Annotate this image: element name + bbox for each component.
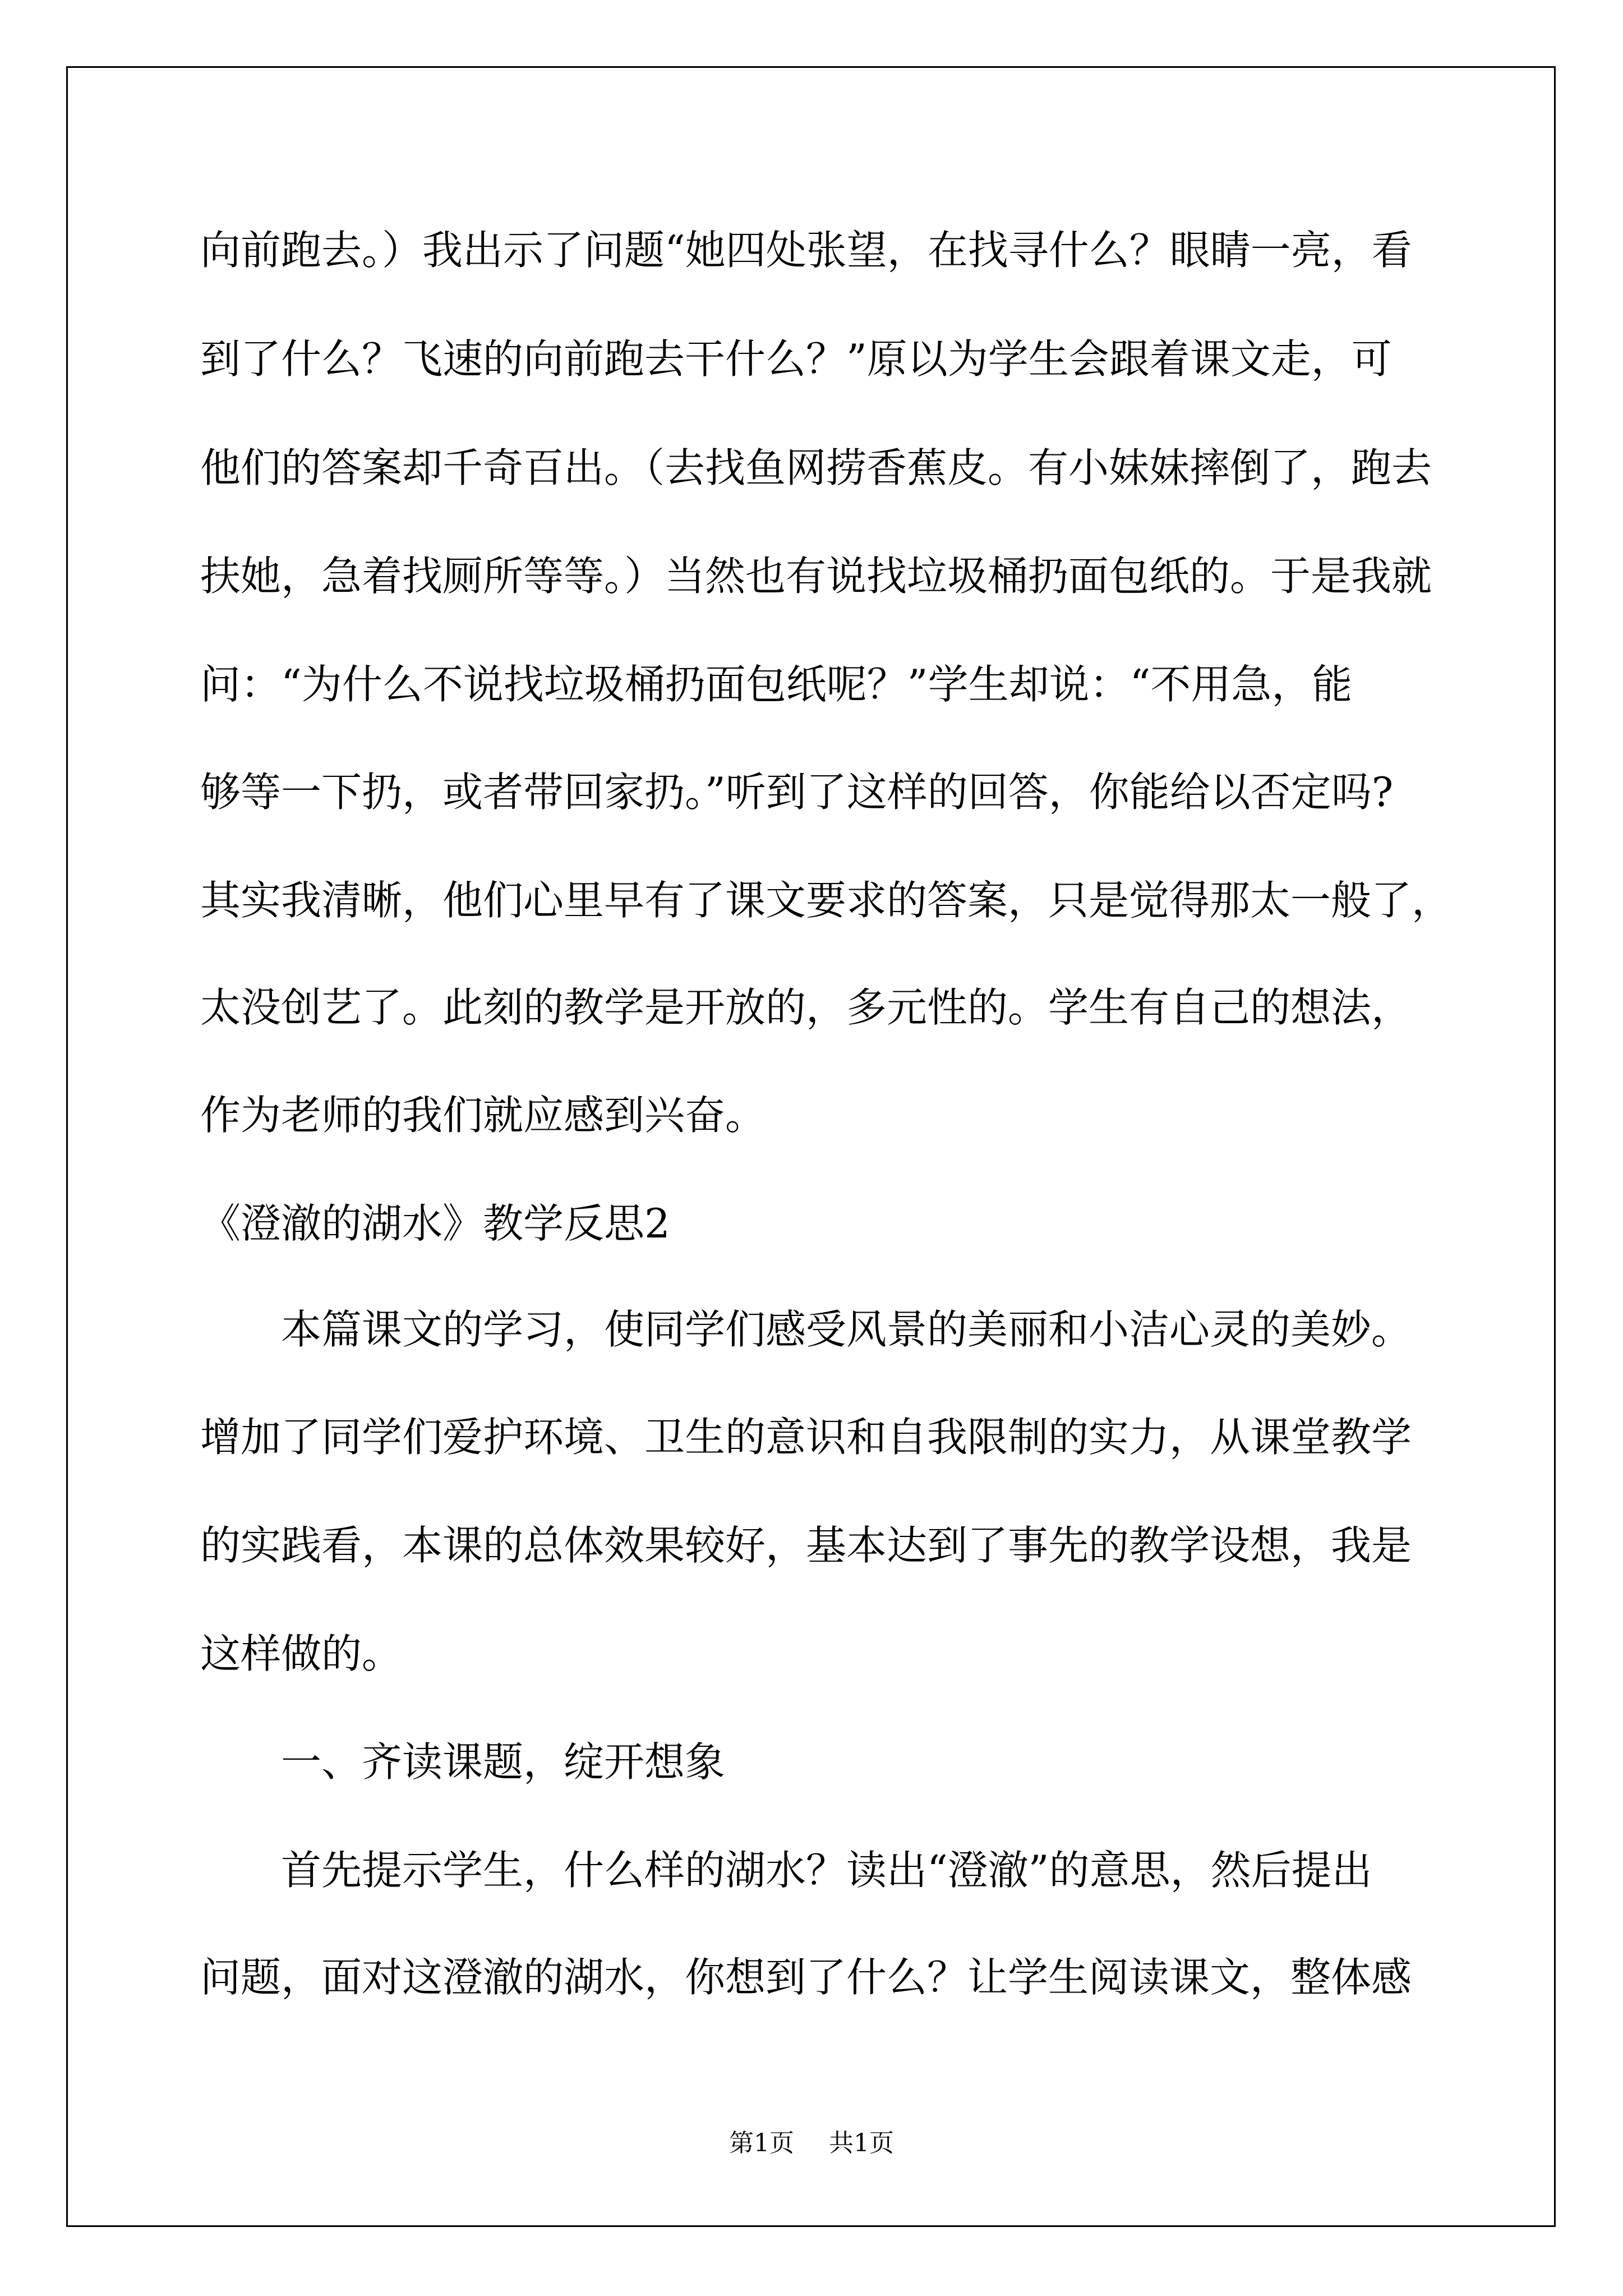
page-footer bbox=[0, 2123, 1623, 2159]
paragraph-line-5: 问：“为什么不说找垃圾桶扔面包纸呢？”学生却说：“不用急，能 bbox=[200, 661, 1353, 708]
paragraph-line-11: 增加了同学们爱护环境、卫生的意识和自我限制的实力，从课堂教学 bbox=[200, 1414, 1412, 1461]
paragraph-line-13: 这样做的。 bbox=[200, 1630, 403, 1677]
paragraph-line-14: 首先提示学生，什么样的湖水？读出“澄澈”的意思，然后提出 bbox=[281, 1847, 1372, 1894]
page-number-current: 第1页 bbox=[729, 2129, 794, 2157]
paragraph-line-7: 其实我清晰，他们心里早有了课文要求的答案，只是觉得那太一般了， bbox=[200, 877, 1453, 924]
paragraph-line-6: 够等一下扔，或者带回家扔。”听到了这样的回答，你能给以否定吗? bbox=[200, 769, 1394, 816]
paragraph-line-1: 向前跑去。）我出示了问题“她四处张望，在找寻什么？眼睛一亮，看 bbox=[200, 227, 1412, 274]
paragraph-line-2: 到了什么？飞速的向前跑去干什么？”原以为学生会跟着课文走，可 bbox=[200, 335, 1392, 383]
subheading-1: 一、齐读课题，绽开想象 bbox=[281, 1738, 726, 1786]
paragraph-line-8: 太没创艺了。此刻的教学是开放的，多元性的。学生有自己的想法， bbox=[200, 984, 1412, 1031]
paragraph-line-12: 的实践看，本课的总体效果较好，基本达到了事先的教学设想，我是 bbox=[200, 1522, 1412, 1569]
paragraph-line-15: 问题，面对这澄澈的湖水，你想到了什么？让学生阅读课文，整体感 bbox=[200, 1954, 1412, 2001]
paragraph-line-4: 扶她，急着找厕所等等。）当然也有说找垃圾桶扔面包纸的。于是我就 bbox=[200, 553, 1432, 600]
paragraph-line-10: 本篇课文的学习，使同学们感受风景的美丽和小洁心灵的美妙。 bbox=[281, 1306, 1412, 1353]
paragraph-line-9: 作为老师的我们就应感到兴奋。 bbox=[200, 1092, 766, 1139]
page-border bbox=[66, 66, 1556, 2227]
paragraph-line-3: 他们的答案却千奇百出。（去找鱼网捞香蕉皮。有小妹妹摔倒了，跑去 bbox=[200, 444, 1432, 491]
page-number-total: 共1页 bbox=[829, 2129, 894, 2157]
section-heading: 《澄澈的湖水》教学反思2 bbox=[200, 1200, 670, 1247]
